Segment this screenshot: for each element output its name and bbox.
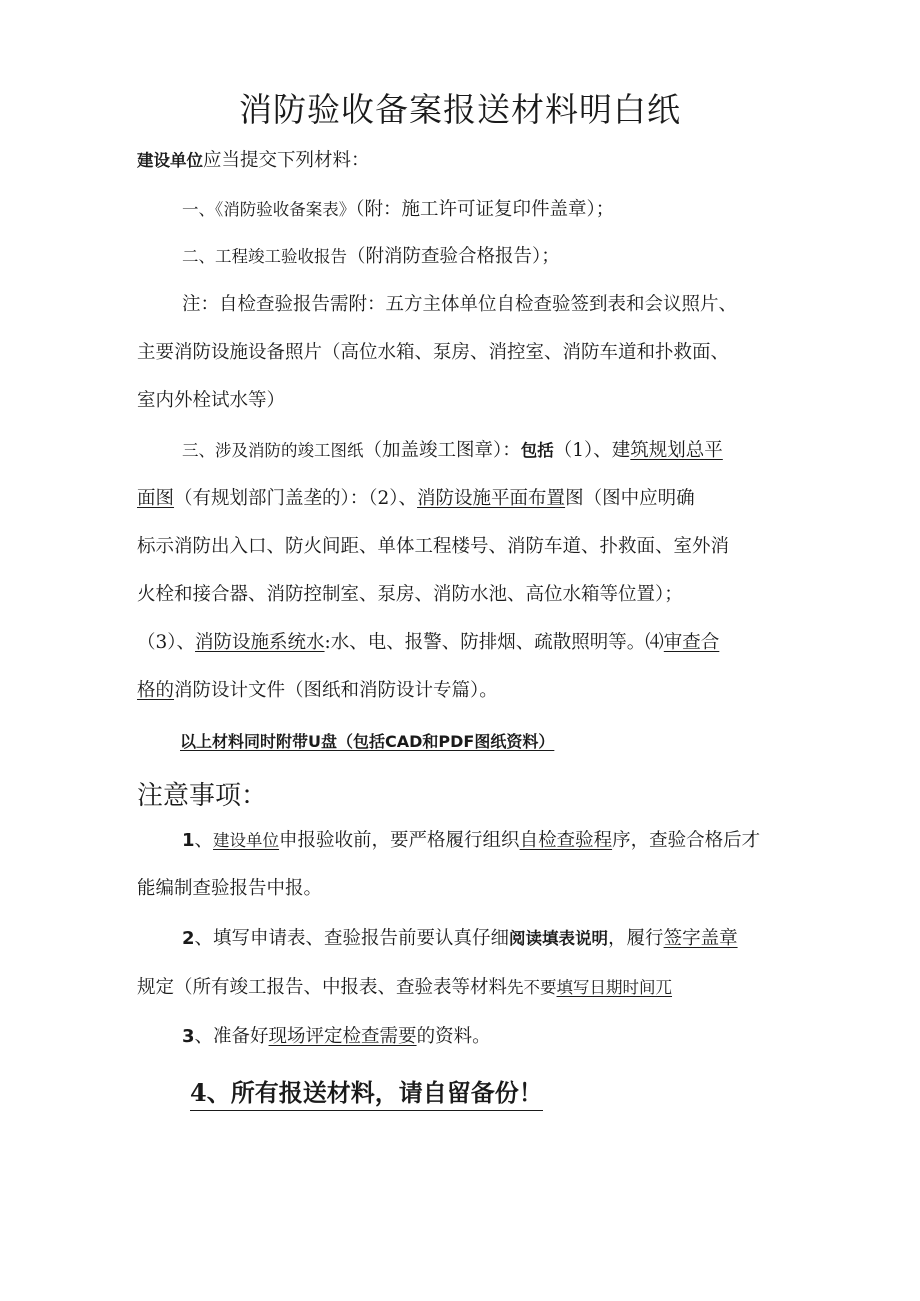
- notice-3: 3、准备好现场评定检查需要的资料。: [182, 1026, 491, 1047]
- item-1: [182, 201, 614, 220]
- item-3-line-4: 火栓和接合器、消防控制室、泵房、消防水池、高位水箱等位置）；: [137, 584, 683, 605]
- notice-1-line-2: 能编制查验报告中报。: [137, 878, 323, 899]
- intro-text: 应当提交下列材料：: [203, 150, 370, 171]
- final-notice: 4、所有报送材料，请自留备份！: [190, 1073, 543, 1111]
- item-3-line-3: 标示消防出入口、防火间距、单体工程楼号、消防车道、扑救面、室外消: [137, 536, 730, 557]
- item-3-line-2: 面图（有规划部门盖垄的）：（2）、消防设施平面布置图（图中应明确: [137, 488, 695, 509]
- item-1-label: 一、《消防验收备案表》: [182, 200, 356, 219]
- notes-heading: 注意事项：: [137, 781, 268, 811]
- item-1-detail: （附：施工许可证复印件盖章）；: [355, 199, 615, 220]
- notice-2-line-2: 规定（所有竣工报告、中报表、查验表等材料先不要填写日期时间兀: [137, 977, 673, 998]
- item-3-label: 三、涉及消防的竣工图纸: [182, 441, 364, 460]
- item-3-line-1: 三、涉及消防的竣工图纸（加盖竣工图章）：包括（1）、建筑规划总平: [182, 440, 723, 461]
- notice-1-line-1: 1、建设单位申报验收前，要严格履行组织自检查验程序，查验合格后才: [182, 830, 761, 851]
- note-line-2: 主要消防设施设备照片（高位水箱、泵房、消控室、消防车道和扑救面、: [137, 342, 730, 363]
- item-2-detail: （附消防查验合格报告）；: [347, 246, 560, 267]
- usb-note: 以上材料同时附带U盘（包括CAD和PDF图纸资料）: [180, 732, 555, 751]
- intro-line: [137, 152, 370, 171]
- notice-2-line-1: 2、填写申请表、查验报告前要认真仔细阅读填表说明，履行签字盖章: [182, 928, 738, 949]
- item-2-label: 二、工程竣工验收报告: [182, 247, 347, 266]
- intro-subject: 建设单位: [137, 151, 203, 170]
- note-line-1: 注：自检查验报告需附：五方主体单位自检查验签到表和会议照片、: [182, 294, 738, 315]
- item-3-line-6: 格的消防设计文件（图纸和消防设计专篇）。: [137, 680, 498, 701]
- item-2: [182, 248, 560, 267]
- note-line-3: 室内外栓试水等）: [137, 390, 286, 411]
- item-3-line-5: （3）、消防设施系统水:水、电、报警、防排烟、疏散照明等。⑷审查合: [137, 632, 720, 653]
- page-title: 消防验收备案报送材料明白纸: [239, 90, 681, 129]
